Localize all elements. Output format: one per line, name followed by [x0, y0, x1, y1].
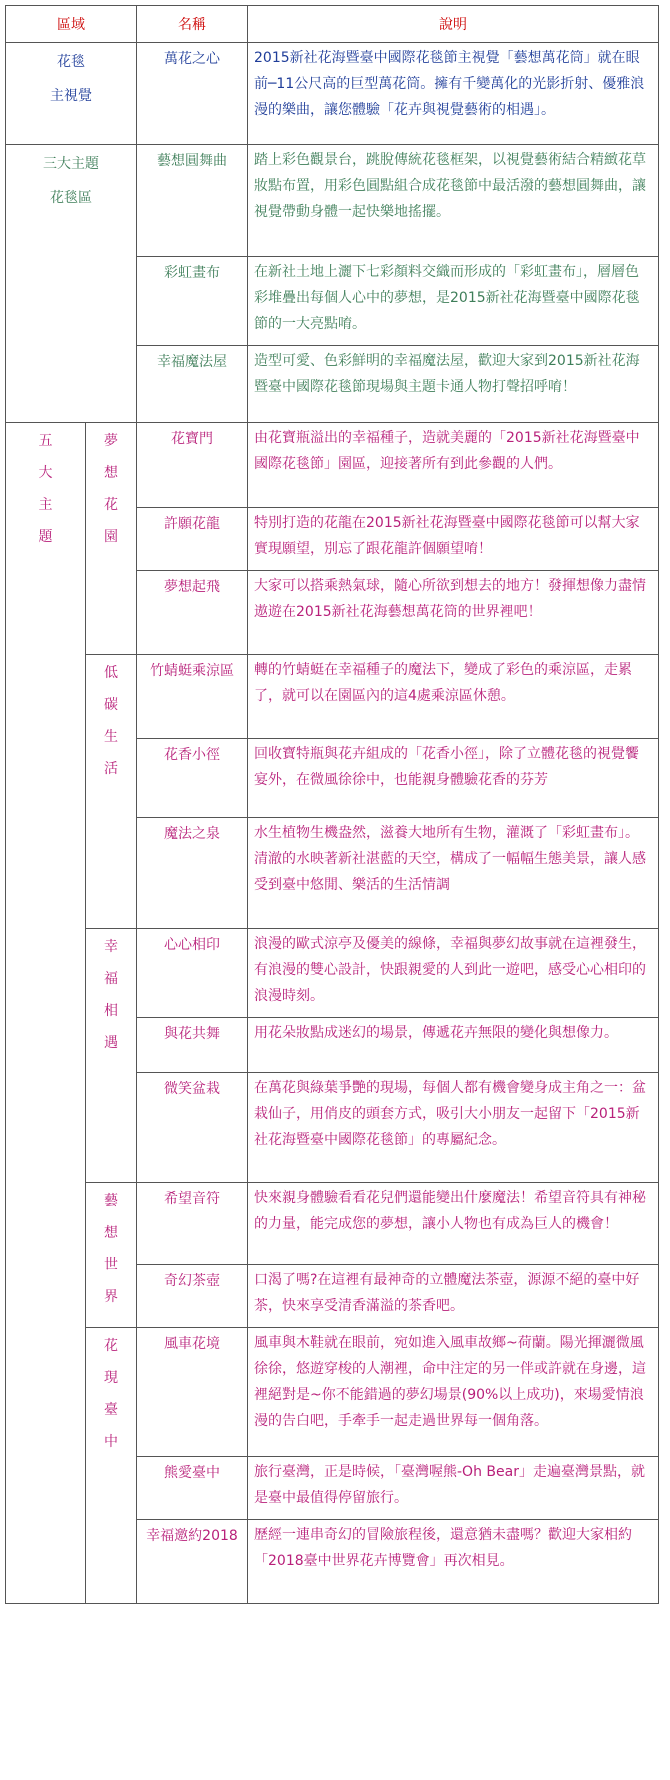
subtheme-label — [86, 423, 137, 655]
five-theme-row — [6, 1183, 659, 1265]
subtheme-char: 想 — [104, 465, 118, 481]
subtheme-label — [86, 1183, 137, 1328]
item-desc: 大家可以搭乘熱氣球，隨心所欲到想去的地方！發揮想像力盡情遨遊在2015新社花海藝想萬花筒的世界裡吧！ — [248, 571, 659, 655]
item-name: 與花共舞 — [137, 1018, 248, 1073]
item-name: 花香小徑 — [137, 739, 248, 818]
item-name: 希望音符 — [137, 1183, 248, 1265]
five-theme-row — [6, 1328, 659, 1457]
subtheme-label — [86, 1328, 137, 1604]
item-desc: 快來親身體驗看看花兒們還能變出什麼魔法！希望音符具有神秘的力量，能完成您的夢想，讓小人物也有成為巨人的機會！ — [248, 1183, 659, 1265]
header-row — [6, 6, 659, 43]
item-desc: 在萬花與綠葉爭艷的現場，每個人都有機會變身成主角之一：盆栽仙子，用俏皮的頭套方式，吸引大小朋友一起留下「2015新社花海暨臺中國際花毯節」的專屬紀念。 — [248, 1073, 659, 1183]
subtheme-char: 花 — [104, 1338, 118, 1354]
item-desc: 歷經一連串奇幻的冒險旅程後，還意猶未盡嗎？歡迎大家相約「2018臺中世界花卉博覽會」再次相見。 — [248, 1520, 659, 1604]
item-desc: 特別打造的花龍在2015新社花海暨臺中國際花毯節可以幫大家實現願望，別忘了跟花龍許個願望唷！ — [248, 508, 659, 571]
item-desc: 旅行臺灣，正是時候，「臺灣喔熊-Oh Bear」走遍臺灣景點，就是臺中最值得停留旅行。 — [248, 1457, 659, 1520]
item-desc: 2015新社花海暨臺中國際花毯節主視覺「藝想萬花筒」就在眼前─11公尺高的巨型萬花筒。擁有千變萬化的光影折射、優雅浪漫的樂曲，讓您體驗「花卉與視覺藝術的相遇」。 — [248, 43, 659, 145]
item-desc: 轉的竹蜻蜓在幸福種子的魔法下，變成了彩色的乘涼區，走累了，就可以在園區內的這4處乘涼區休憩。 — [248, 655, 659, 739]
item-name: 萬花之心 — [137, 43, 248, 145]
zone-line: 花毯 — [57, 54, 85, 70]
subtheme-label — [86, 655, 137, 929]
item-name: 藝想圓舞曲 — [137, 145, 248, 257]
item-name: 熊愛臺中 — [137, 1457, 248, 1520]
zone-char: 主 — [38, 497, 53, 513]
subtheme-char: 藝 — [104, 1193, 118, 1209]
item-name: 奇幻茶壺 — [137, 1265, 248, 1328]
item-desc: 回收寶特瓶與花卉組成的「花香小徑」，除了立體花毯的視覺饗宴外，在微風徐徐中，也能親身體驗花香的芬芳 — [248, 739, 659, 818]
item-name: 花寶門 — [137, 423, 248, 508]
three-theme-row — [6, 145, 659, 257]
zone-char: 大 — [38, 465, 53, 481]
subtheme-char: 臺 — [104, 1402, 118, 1418]
item-name: 魔法之泉 — [137, 818, 248, 929]
subtheme-label — [86, 929, 137, 1183]
item-desc: 由花寶瓶溢出的幸福種子，造就美麗的「2015新社花海暨臺中國際花毯節」園區，迎接著所有到此參觀的人們。 — [248, 423, 659, 508]
subtheme-char: 福 — [104, 971, 118, 987]
subtheme-char: 想 — [104, 1225, 118, 1241]
subtheme-char: 碳 — [104, 697, 118, 713]
item-desc: 風車與木鞋就在眼前，宛如進入風車故鄉~荷蘭。陽光揮灑微風徐徐，悠遊穿梭的人潮裡，命中注定的另一伴或許就在身邊，這裡絕對是~你不能錯過的夢幻場景(90%以上成功)，來場愛情浪漫的告白吧，手牽手一起走過世界每一個角落。 — [248, 1328, 659, 1457]
zone-char: 五 — [38, 433, 53, 449]
item-name: 許願花龍 — [137, 508, 248, 571]
five-theme-row — [6, 929, 659, 1018]
subtheme-char: 園 — [104, 529, 118, 545]
five-theme-row — [6, 423, 659, 508]
subtheme-char: 幸 — [104, 939, 118, 955]
flower-festival-table — [5, 5, 659, 1604]
item-name: 微笑盆栽 — [137, 1073, 248, 1183]
subtheme-char: 夢 — [104, 433, 118, 449]
header-desc: 說明 — [248, 6, 659, 43]
subtheme-char: 低 — [104, 665, 118, 681]
three-themes-zone — [6, 145, 137, 423]
item-desc: 踏上彩色觀景台，跳脫傳統花毯框架，以視覺藝術結合精緻花草妝點布置，用彩色圓點組合成花毯節中最活潑的藝想圓舞曲，讓視覺帶動身體一起快樂地搖擺。 — [248, 145, 659, 257]
item-desc: 浪漫的歐式涼亭及優美的線條，幸福與夢幻故事就在這裡發生，有浪漫的雙心設計，快跟親愛的人到此一遊吧，感受心心相印的浪漫時刻。 — [248, 929, 659, 1018]
item-name: 彩虹畫布 — [137, 257, 248, 346]
subtheme-char: 遇 — [104, 1035, 118, 1051]
main-visual-row — [6, 43, 659, 145]
item-desc: 在新社土地上灑下七彩顏料交織而形成的「彩虹畫布」，層層色彩堆疊出每個人心中的夢想，是2015新社花海暨臺中國際花毯節的一大亮點唷。 — [248, 257, 659, 346]
subtheme-char: 花 — [104, 497, 118, 513]
item-desc: 口渴了嗎?在這裡有最神奇的立體魔法茶壺，源源不絕的臺中好茶，快來享受清香滿溢的茶香吧。 — [248, 1265, 659, 1328]
item-name: 心心相印 — [137, 929, 248, 1018]
zone-line: 三大主題 — [43, 156, 99, 172]
subtheme-char: 生 — [104, 729, 118, 745]
subtheme-char: 相 — [104, 1003, 118, 1019]
zone-line: 花毯區 — [50, 190, 92, 206]
subtheme-char: 中 — [104, 1434, 118, 1450]
subtheme-char: 界 — [104, 1289, 118, 1305]
subtheme-char: 世 — [104, 1257, 118, 1273]
item-name: 夢想起飛 — [137, 571, 248, 655]
item-desc: 水生植物生機盎然，滋養大地所有生物，灌溉了「彩虹畫布」。清澈的水映著新社湛藍的天空，構成了一幅幅生態美景，讓人感受到臺中悠閒、樂活的生活情調 — [248, 818, 659, 929]
main-visual-zone — [6, 43, 137, 145]
header-zone: 區域 — [6, 6, 137, 43]
five-theme-row — [6, 655, 659, 739]
item-name: 竹蜻蜓乘涼區 — [137, 655, 248, 739]
subtheme-char: 活 — [104, 761, 118, 777]
subtheme-char: 現 — [104, 1370, 118, 1386]
five-themes-zone — [6, 423, 86, 1604]
item-name: 風車花境 — [137, 1328, 248, 1457]
zone-char: 題 — [38, 529, 53, 545]
item-name: 幸福邀約2018 — [137, 1520, 248, 1604]
item-desc: 用花朵妝點成迷幻的場景，傳遞花卉無限的變化與想像力。 — [248, 1018, 659, 1073]
item-desc: 造型可愛、色彩鮮明的幸福魔法屋，歡迎大家到2015新社花海暨臺中國際花毯節現場與主題卡通人物打聲招呼唷！ — [248, 346, 659, 423]
header-name: 名稱 — [137, 6, 248, 43]
item-name: 幸福魔法屋 — [137, 346, 248, 423]
zone-line: 主視覺 — [50, 88, 92, 104]
